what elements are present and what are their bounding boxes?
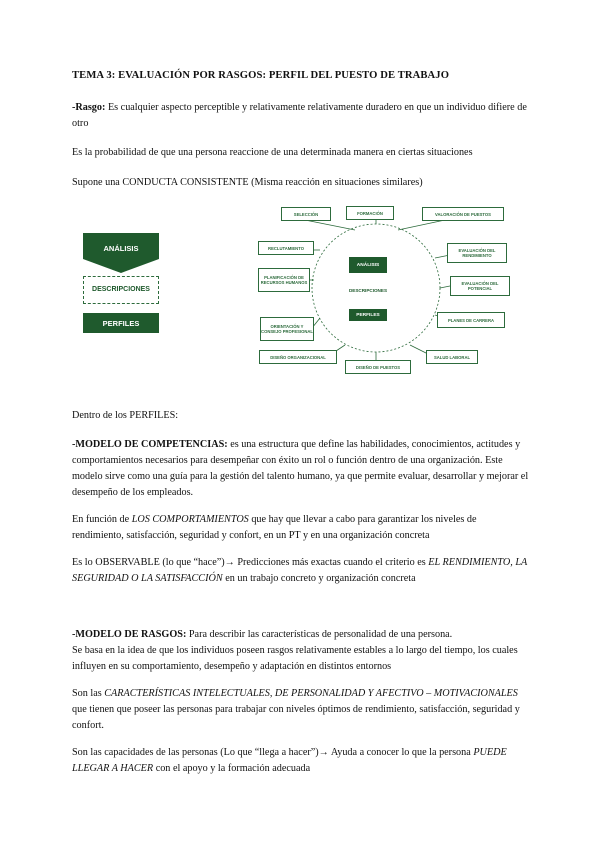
- node-valoracion: VALORACIÓN DE PUESTOS: [422, 207, 504, 221]
- perfiles-label: PERFILES: [83, 313, 159, 333]
- funcion-paragraph: [72, 512, 530, 544]
- funcion-em: LOS COMPORTAMIENTOS: [131, 514, 249, 525]
- node-diseno-organizacional: DISEÑO ORGANIZACIONAL: [259, 350, 337, 364]
- observable-em: EL RENDIMIENTO, LA SEGURIDAD O LA SATISFACCIÓN: [72, 557, 528, 584]
- node-reclutamiento: RECLUTAMIENTO: [258, 241, 314, 255]
- observable-post: en un trabajo concreto y organización concreta: [222, 573, 416, 584]
- rasgos-label: -MODELO DE RASGOS:: [72, 629, 187, 640]
- node-planificacion: PLANIFICACIÓN DE RECURSOS HUMANOS: [258, 268, 310, 292]
- node-planes-carrera: PLANES DE CARRERA: [437, 312, 505, 328]
- rasgo-label: -Rasgo:: [72, 102, 106, 113]
- node-formacion: FORMACIÓN: [346, 206, 394, 220]
- center-analisis: ANÁLISIS: [349, 257, 387, 273]
- node-diseno-puestos: DISEÑO DE PUESTOS: [345, 360, 411, 374]
- analisis-label: ANÁLISIS: [103, 244, 139, 253]
- caracteristicas-paragraph: [72, 686, 530, 734]
- dentro-text: Dentro de los PERFILES:: [72, 410, 179, 421]
- capacidades-post: con el apoyo y la formación adecuada: [153, 763, 311, 774]
- competencias-paragraph: [72, 437, 530, 501]
- supone-text: Supone una CONDUCTA CONSISTENTE (Misma reacción en situaciones similares): [72, 177, 423, 188]
- node-evaluacion-potencial: EVALUACIÓN DEL POTENCIAL: [450, 276, 510, 296]
- rasgos-paragraph: [72, 627, 530, 675]
- center-descripciones: DESCRIPCIONES: [348, 288, 388, 293]
- probabilidad-text: Es la probabilidad de que una persona reaccione de una determinada manera en ciertas situaciones: [72, 147, 473, 158]
- funcion-post: que hay que llevar a cabo para garantizar los niveles de rendimiento, satisfacción, seguridad y confort, en un PT y en una organización concreta: [72, 514, 477, 541]
- competencias-text: es una estructura que define las habilidades, conocimientos, actitudes y comportamientos necesarios para desempeñar con éxito un rol o función dentro de una organización. Este modelo sirve como una guía para la gestión del talento humano, ya que permite evaluar, desarrollar y mejorar el desempeño de los empleados.: [72, 439, 529, 498]
- descripciones-label: DESCRIPCIONES: [83, 276, 159, 304]
- capacidades-em: PUEDE LLEGAR A HACER: [72, 747, 507, 774]
- observable-paragraph: [72, 555, 530, 587]
- rasgos-text: Para describir las características de personalidad de una persona.: [186, 629, 453, 640]
- rasgo-definition: [72, 100, 530, 132]
- funcion-pre: En función de: [72, 514, 132, 525]
- competencias-label: -MODELO DE COMPETENCIAS:: [72, 439, 228, 450]
- node-evaluacion-rendimiento: EVALUACIÓN DEL RENDIMIENTO: [447, 243, 507, 263]
- caracteristicas-post: que tienen que poseer las personas para trabajar con niveles óptimos de rendimiento, satisfacción, seguridad y confort.: [72, 704, 520, 731]
- observable-pre: Es lo OBSERVABLE (lo que “hace”)→ Predicciones más exactas cuando el criterio es: [72, 557, 429, 568]
- rasgos-line2: Se basa en la idea de que los individuos poseen rasgos relativamente estables a lo largo del tiempo, los cuales influyen en su comportamiento, desempeño y adaptación en distintos entornos: [72, 645, 518, 672]
- page-title: TEMA 3: EVALUACIÓN POR RASGOS: PERFIL DEL PUESTO DE TRABAJO: [72, 70, 450, 81]
- caracteristicas-em: CARACTERÍSTICAS INTELECTUALES, DE PERSONALIDAD Y AFECTIVO – MOTIVACIONALES: [104, 688, 518, 699]
- rasgo-text: Es cualquier aspecto perceptible y relativamente relativamente duradero en que un individuo difiere de otro: [72, 102, 527, 129]
- capacidades-paragraph: [72, 745, 530, 777]
- center-perfiles: PERFILES: [349, 309, 387, 321]
- caracteristicas-pre: Son las: [72, 688, 105, 699]
- node-orientacion: ORIENTACIÓN Y CONSEJO PROFESIONAL: [260, 317, 314, 341]
- capacidades-pre: Son las capacidades de las personas (Lo que “llega a hacer”)→ Ayuda a conocer lo que la persona: [72, 747, 474, 758]
- node-seleccion: SELECCIÓN: [281, 207, 331, 221]
- node-salud-laboral: SALUD LABORAL: [426, 350, 478, 364]
